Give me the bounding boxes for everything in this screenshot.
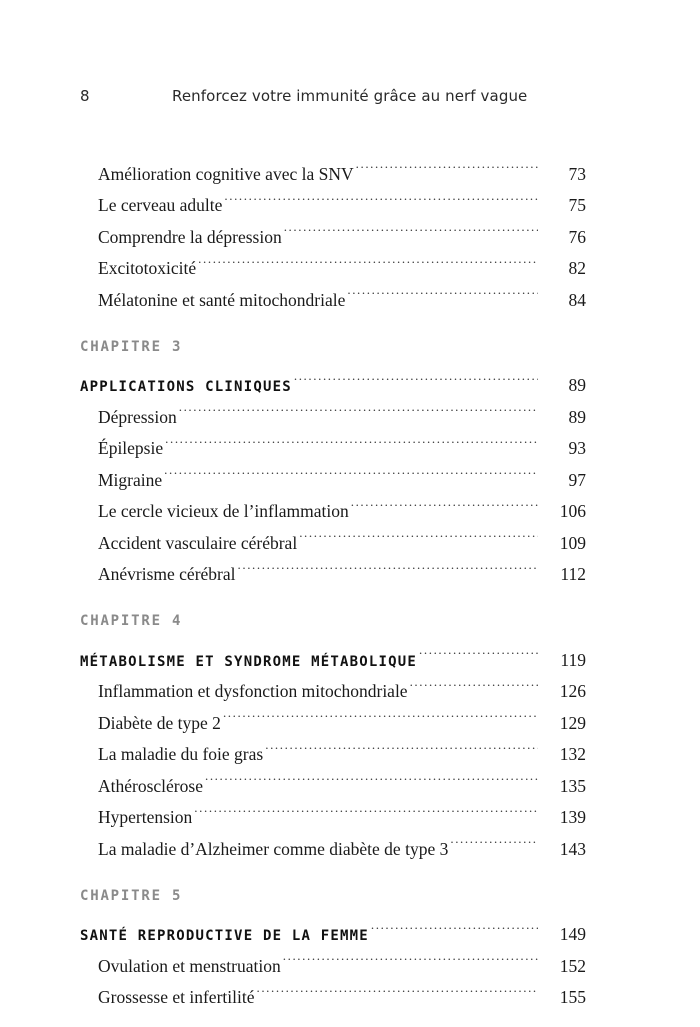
dot-leader — [256, 972, 538, 1004]
chapter-title-row[interactable] — [80, 360, 586, 395]
dot-leader — [165, 423, 538, 455]
chapter-label: CHAPITRE 4 — [80, 613, 183, 629]
toc-entry[interactable] — [80, 391, 586, 427]
toc-entry-page: 73 — [568, 163, 586, 184]
dot-leader — [294, 360, 538, 392]
toc-entry-page: 97 — [568, 469, 586, 490]
toc-entry-page: 155 — [559, 987, 586, 1007]
page-number: 8 — [80, 87, 90, 105]
toc-entry-page: 112 — [560, 564, 586, 584]
dot-leader — [371, 909, 538, 941]
toc-entry[interactable] — [80, 729, 586, 764]
chapter-title: MÉTABOLISME ET SYNDROME MÉTABOLIQUE — [80, 653, 418, 670]
toc-entry-title: Ovulation et menstruation — [98, 955, 281, 976]
toc-entry-title: Accident vasculaire cérébral — [98, 532, 298, 553]
dot-leader — [223, 697, 538, 729]
toc-entry-page: 135 — [559, 775, 586, 796]
toc-entry-title: Anévrisme cérébral — [98, 564, 236, 584]
running-title: Renforcez votre immunité grâce au nerf vague — [172, 87, 528, 105]
chapter-label: CHAPITRE 3 — [80, 338, 183, 355]
toc-entry-title: Hypertension — [98, 807, 193, 827]
toc-entry-page: 106 — [559, 501, 586, 521]
toc-entry[interactable] — [80, 697, 586, 733]
toc-entry[interactable] — [80, 517, 586, 553]
chapter-title: APPLICATIONS CLINIQUES — [80, 379, 292, 395]
toc-entry-page: 126 — [559, 681, 586, 701]
chapter-page: 149 — [559, 924, 586, 944]
toc-entry-page: 82 — [568, 258, 586, 278]
chapter-title-row[interactable] — [80, 634, 586, 670]
toc-entry-page: 76 — [568, 226, 586, 247]
toc-entry[interactable] — [80, 549, 586, 584]
chapter-page: 119 — [560, 649, 586, 670]
toc-entry-title: Épilepsie — [98, 438, 164, 458]
chapter-label: CHAPITRE 5 — [80, 887, 183, 904]
toc-entry[interactable] — [80, 666, 586, 701]
toc-entry-title: Grossesse et infertilité — [98, 987, 255, 1007]
toc-entry-title: Inflammation et dysfonction mitochondriale — [98, 681, 408, 701]
dot-leader — [194, 792, 538, 824]
toc-entry-title: Le cercle vicieux de l’inflammation — [98, 501, 349, 521]
toc-entry[interactable] — [80, 486, 586, 521]
dot-leader — [238, 549, 539, 581]
toc-entry[interactable] — [80, 792, 586, 827]
toc-entry-page: 84 — [568, 289, 586, 310]
toc-entry-title: La maladie d’Alzheimer comme diabète de type 3 — [98, 838, 449, 859]
toc-entry[interactable] — [80, 940, 586, 976]
chapter-title-row[interactable] — [80, 909, 586, 944]
toc-entry-title: Dépression — [98, 406, 177, 427]
toc-entry[interactable] — [80, 760, 586, 796]
dot-leader — [347, 274, 538, 306]
table-of-contents — [80, 148, 586, 1007]
dot-leader — [419, 634, 538, 666]
toc-entry[interactable] — [80, 972, 586, 1007]
toc-entry[interactable] — [80, 823, 586, 859]
dot-leader — [283, 940, 538, 972]
dot-leader — [410, 666, 538, 698]
chapter-title: SANTÉ REPRODUCTIVE DE LA FEMME — [80, 928, 369, 944]
dot-leader — [198, 243, 538, 275]
toc-entry[interactable] — [80, 180, 586, 215]
dot-leader — [284, 211, 538, 243]
toc-entry-page: 75 — [568, 195, 586, 215]
toc-entry[interactable] — [80, 454, 586, 490]
toc-entry-page: 152 — [559, 955, 586, 976]
toc-entry[interactable] — [80, 243, 586, 278]
toc-entry[interactable] — [80, 274, 586, 310]
toc-entry-page: 129 — [559, 712, 586, 733]
dot-leader — [224, 180, 538, 212]
toc-entry-page: 139 — [559, 807, 586, 827]
dot-leader — [356, 148, 538, 180]
toc-entry-page: 109 — [559, 532, 586, 553]
toc-entry-title: Comprendre la dépression — [98, 226, 282, 247]
toc-entry-title: Le cerveau adulte — [98, 195, 223, 215]
toc-entry[interactable] — [80, 148, 586, 184]
dot-leader — [179, 391, 538, 423]
dot-leader — [164, 454, 538, 486]
chapter-page: 89 — [568, 375, 586, 395]
toc-entry-page: 132 — [559, 744, 586, 764]
dot-leader — [351, 486, 538, 518]
toc-entry-page: 89 — [568, 406, 586, 427]
toc-entry[interactable] — [80, 211, 586, 247]
dot-leader — [205, 760, 538, 792]
toc-entry-title: Athérosclérose — [98, 775, 203, 796]
toc-entry-page: 143 — [559, 838, 586, 859]
toc-entry-title: Diabète de type 2 — [98, 712, 221, 733]
dot-leader — [265, 729, 538, 761]
running-header — [80, 87, 620, 109]
dot-leader — [450, 823, 538, 855]
dot-leader — [299, 517, 538, 549]
toc-entry-title: Migraine — [98, 469, 163, 490]
toc-entry-title: Excitotoxicité — [98, 258, 197, 278]
toc-entry-title: La maladie du foie gras — [98, 744, 264, 764]
toc-entry-page: 93 — [568, 438, 586, 458]
toc-entry[interactable] — [80, 423, 586, 458]
toc-entry-title: Mélatonine et santé mitochondriale — [98, 289, 346, 310]
toc-entry-title: Amélioration cognitive avec la SNV — [98, 163, 354, 184]
